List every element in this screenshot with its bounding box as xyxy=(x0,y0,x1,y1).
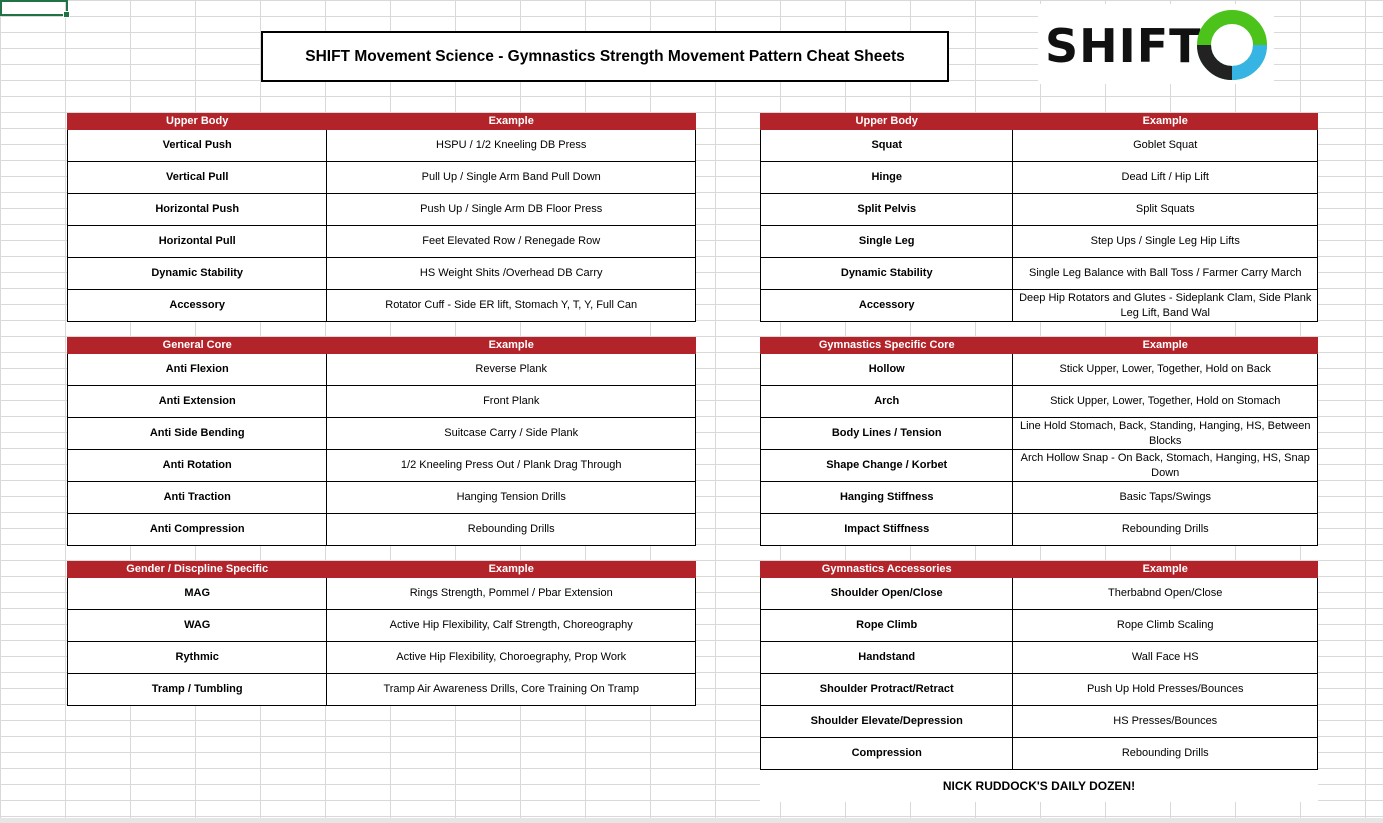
table-header-row xyxy=(761,114,1318,130)
left-table-3 xyxy=(67,561,696,706)
table-row xyxy=(761,450,1318,482)
sheet-bottom-strip xyxy=(0,818,1383,823)
example-header[interactable]: Example xyxy=(327,338,696,354)
movement-cell[interactable]: Shape Change / Korbet xyxy=(761,450,1013,482)
movement-cell[interactable]: Arch xyxy=(761,386,1013,418)
table-row xyxy=(761,354,1318,386)
example-cell[interactable]: Rotator Cuff - Side ER lift, Stomach Y, T, Y, Full Can xyxy=(327,290,696,322)
movement-cell[interactable]: Horizontal Pull xyxy=(68,226,327,258)
table-row xyxy=(68,642,696,674)
table-row xyxy=(68,450,696,482)
category-header[interactable]: Upper Body xyxy=(68,114,327,130)
movement-cell[interactable]: Split Pelvis xyxy=(761,194,1013,226)
movement-cell[interactable]: Hinge xyxy=(761,162,1013,194)
movement-cell[interactable]: Accessory xyxy=(761,290,1013,322)
category-header[interactable]: Upper Body xyxy=(761,114,1013,130)
example-cell[interactable]: Push Up Hold Presses/Bounces xyxy=(1013,674,1318,706)
movement-cell[interactable]: Shoulder Elevate/Depression xyxy=(761,706,1013,738)
table-row xyxy=(761,674,1318,706)
table-row xyxy=(761,290,1318,322)
table-row xyxy=(68,610,696,642)
example-cell[interactable]: Dead Lift / Hip Lift xyxy=(1013,162,1318,194)
example-cell[interactable]: Arch Hollow Snap - On Back, Stomach, Hanging, HS, Snap Down xyxy=(1013,450,1318,482)
example-cell[interactable]: Suitcase Carry / Side Plank xyxy=(327,418,696,450)
table-row xyxy=(761,578,1318,610)
example-header[interactable]: Example xyxy=(1013,114,1318,130)
example-cell[interactable]: Feet Elevated Row / Renegade Row xyxy=(327,226,696,258)
table-header-row xyxy=(68,562,696,578)
shift-logo xyxy=(1038,4,1274,84)
example-cell[interactable]: Deep Hip Rotators and Glutes - Sideplank Clam, Side Plank Leg Lift, Band Wal xyxy=(1013,290,1318,322)
movement-cell[interactable]: MAG xyxy=(68,578,327,610)
movement-cell[interactable]: Compression xyxy=(761,738,1013,770)
table-header-row xyxy=(68,114,696,130)
table-row xyxy=(68,226,696,258)
movement-cell[interactable]: Body Lines / Tension xyxy=(761,418,1013,450)
example-cell[interactable]: Stick Upper, Lower, Together, Hold on Back xyxy=(1013,354,1318,386)
active-cell-selection[interactable] xyxy=(0,0,68,16)
table-row xyxy=(761,258,1318,290)
movement-cell[interactable]: Dynamic Stability xyxy=(68,258,327,290)
example-cell[interactable]: Basic Taps/Swings xyxy=(1013,482,1318,514)
table-row xyxy=(68,674,696,706)
movement-cell[interactable]: Hanging Stiffness xyxy=(761,482,1013,514)
table-row xyxy=(761,738,1318,770)
example-cell[interactable]: Rings Strength, Pommel / Pbar Extension xyxy=(327,578,696,610)
example-cell[interactable]: Hanging Tension Drills xyxy=(327,482,696,514)
movement-cell[interactable]: Vertical Push xyxy=(68,130,327,162)
movement-cell[interactable]: Rope Climb xyxy=(761,610,1013,642)
movement-cell[interactable]: Squat xyxy=(761,130,1013,162)
table-row xyxy=(68,386,696,418)
example-cell[interactable]: Active Hip Flexibility, Calf Strength, Choreography xyxy=(327,610,696,642)
example-header[interactable]: Example xyxy=(327,114,696,130)
category-header[interactable]: Gymnastics Specific Core xyxy=(761,338,1013,354)
table-row xyxy=(68,162,696,194)
table-row xyxy=(761,418,1318,450)
table-header-row xyxy=(761,338,1318,354)
movement-cell[interactable]: Tramp / Tumbling xyxy=(68,674,327,706)
right-table-2 xyxy=(760,337,1318,546)
table-row xyxy=(761,514,1318,546)
table-header-row xyxy=(761,562,1318,578)
table-row xyxy=(68,290,696,322)
movement-cell[interactable]: Shoulder Protract/Retract xyxy=(761,674,1013,706)
movement-cell[interactable]: Dynamic Stability xyxy=(761,258,1013,290)
shift-ring-logo-icon xyxy=(1196,9,1268,81)
example-cell[interactable]: Split Squats xyxy=(1013,194,1318,226)
movement-cell[interactable]: WAG xyxy=(68,610,327,642)
table-row xyxy=(68,578,696,610)
movement-cell[interactable]: Anti Compression xyxy=(68,514,327,546)
example-cell[interactable]: Line Hold Stomach, Back, Standing, Hanging, HS, Between Blocks xyxy=(1013,418,1318,450)
movement-cell[interactable]: Anti Traction xyxy=(68,482,327,514)
movement-cell[interactable]: Anti Flexion xyxy=(68,354,327,386)
footer-note: NICK RUDDOCK'S DAILY DOZEN! xyxy=(760,770,1318,802)
table-row xyxy=(761,482,1318,514)
example-cell[interactable]: Rebounding Drills xyxy=(327,514,696,546)
example-cell[interactable]: HSPU / 1/2 Kneeling DB Press xyxy=(327,130,696,162)
left-table-2 xyxy=(67,337,696,546)
movement-cell[interactable]: Accessory xyxy=(68,290,327,322)
logo-text: SHIFT xyxy=(1045,19,1202,73)
table-row xyxy=(761,610,1318,642)
movement-cell[interactable]: Vertical Pull xyxy=(68,162,327,194)
table-row xyxy=(761,706,1318,738)
table-row xyxy=(68,194,696,226)
example-cell[interactable]: HS Weight Shits /Overhead DB Carry xyxy=(327,258,696,290)
right-table-1 xyxy=(760,113,1318,322)
movement-cell[interactable]: Shoulder Open/Close xyxy=(761,578,1013,610)
table-row xyxy=(68,482,696,514)
example-cell[interactable]: Goblet Squat xyxy=(1013,130,1318,162)
movement-cell[interactable]: Single Leg xyxy=(761,226,1013,258)
category-header[interactable]: General Core xyxy=(68,338,327,354)
example-cell[interactable]: HS Presses/Bounces xyxy=(1013,706,1318,738)
example-header[interactable]: Example xyxy=(1013,562,1318,578)
example-cell[interactable]: Rebounding Drills xyxy=(1013,738,1318,770)
movement-cell[interactable]: Horizontal Push xyxy=(68,194,327,226)
sheet-title: SHIFT Movement Science - Gymnastics Strength Movement Pattern Cheat Sheets xyxy=(261,31,949,82)
example-cell[interactable]: Single Leg Balance with Ball Toss / Farmer Carry March xyxy=(1013,258,1318,290)
example-cell[interactable]: Active Hip Flexibility, Choroegraphy, Prop Work xyxy=(327,642,696,674)
example-cell[interactable]: 1/2 Kneeling Press Out / Plank Drag Through xyxy=(327,450,696,482)
movement-cell[interactable]: Anti Side Bending xyxy=(68,418,327,450)
category-header[interactable]: Gender / Discpline Specific xyxy=(68,562,327,578)
example-cell[interactable]: Reverse Plank xyxy=(327,354,696,386)
table-row xyxy=(761,130,1318,162)
example-header[interactable]: Example xyxy=(1013,338,1318,354)
table-row xyxy=(68,514,696,546)
table-row xyxy=(761,386,1318,418)
table-row xyxy=(68,130,696,162)
example-cell[interactable]: Rebounding Drills xyxy=(1013,514,1318,546)
table-row xyxy=(761,162,1318,194)
table-row xyxy=(68,418,696,450)
table-row xyxy=(761,226,1318,258)
example-cell[interactable]: Front Plank xyxy=(327,386,696,418)
right-table-3 xyxy=(760,561,1318,770)
movement-cell[interactable]: Hollow xyxy=(761,354,1013,386)
example-cell[interactable]: Therbabnd Open/Close xyxy=(1013,578,1318,610)
example-cell[interactable]: Pull Up / Single Arm Band Pull Down xyxy=(327,162,696,194)
movement-cell[interactable]: Anti Extension xyxy=(68,386,327,418)
category-header[interactable]: Gymnastics Accessories xyxy=(761,562,1013,578)
movement-cell[interactable]: Anti Rotation xyxy=(68,450,327,482)
movement-cell[interactable]: Handstand xyxy=(761,642,1013,674)
table-row xyxy=(761,642,1318,674)
example-header[interactable]: Example xyxy=(327,562,696,578)
movement-cell[interactable]: Impact Stiffness xyxy=(761,514,1013,546)
table-row xyxy=(68,354,696,386)
left-table-1 xyxy=(67,113,696,322)
example-cell[interactable]: Rope Climb Scaling xyxy=(1013,610,1318,642)
example-cell[interactable]: Wall Face HS xyxy=(1013,642,1318,674)
movement-cell[interactable]: Rythmic xyxy=(68,642,327,674)
example-cell[interactable]: Push Up / Single Arm DB Floor Press xyxy=(327,194,696,226)
example-cell[interactable]: Step Ups / Single Leg Hip Lifts xyxy=(1013,226,1318,258)
example-cell[interactable]: Stick Upper, Lower, Together, Hold on Stomach xyxy=(1013,386,1318,418)
table-header-row xyxy=(68,338,696,354)
table-row xyxy=(68,258,696,290)
example-cell[interactable]: Tramp Air Awareness Drills, Core Training On Tramp xyxy=(327,674,696,706)
table-row xyxy=(761,194,1318,226)
